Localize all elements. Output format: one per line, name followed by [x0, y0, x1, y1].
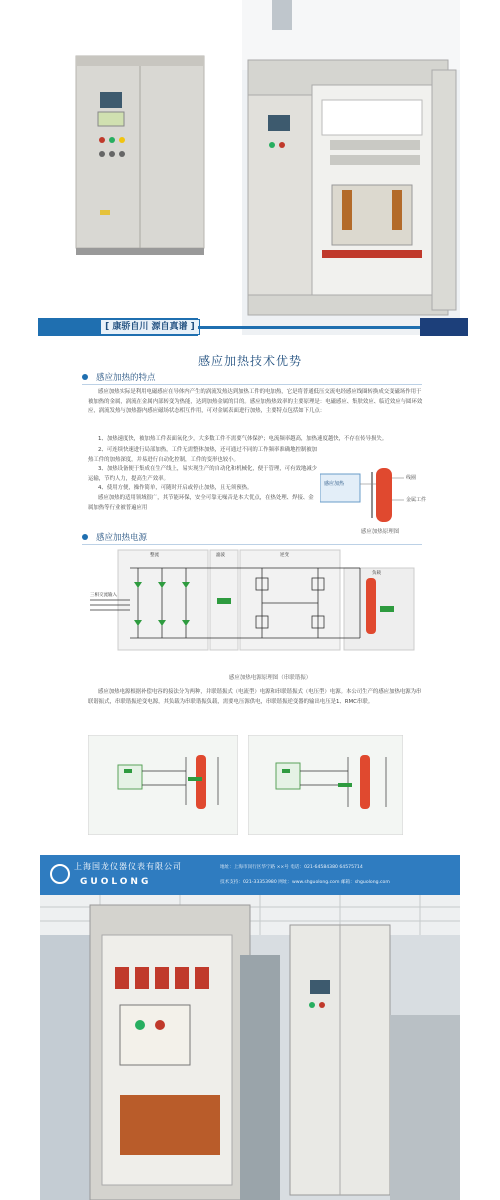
circuit-caption: 感应加热电源原理图（串联谐振） — [228, 675, 312, 681]
footer-bar — [40, 855, 460, 895]
cabinets-photo-bottom — [40, 895, 460, 1200]
page-title: 感应加热技术优势 — [197, 354, 302, 368]
diagram-label-heating: 感应加热 — [324, 481, 345, 487]
footer-contact: 技术支持：021-33353980 网址：www.shguolong.com 邮箱：shguolong.com — [220, 880, 390, 885]
banner-slogan: [ 康骄自川 源自真谱 ] — [100, 319, 200, 335]
circuit-label-input: 三相交流输入 — [90, 593, 117, 598]
section-rule — [82, 544, 422, 545]
diagram-label-coil: 线圈 — [406, 475, 417, 481]
bullet-icon — [82, 534, 88, 540]
induction-principle-diagram — [320, 464, 430, 526]
diagram-label-workpiece: 金属工件 — [406, 497, 427, 503]
features-item-1: 1、加热速度快，被加热工件表面氧化少，大多数工件不需要气体保护；电流频率越高，加热速度越快，不存在传导损失。 — [98, 436, 388, 442]
section-heading-features: 感应加热的特点 — [82, 371, 382, 383]
circuit-label-load: 负载 — [372, 571, 381, 576]
circuit-label-filter: 滤波 — [216, 553, 225, 558]
features-intro-paragraph: 感应加热实际是利用电磁感应在导体内产生的涡流发热达到加热工件的电加热，它是将普通低压交流电经感应线圈转换成交变磁场作用于被加热的金属，涡流在金属内部转变为热能，达到加热金属的目的。感应加热热效率的主要原理是：电磁感应、集肤效应、临近效应与圆环效应，涡流发热与加热器内感应磁场状态相互作用，可对金属表面进行加热，主要特点包括如下几点： — [88, 389, 423, 415]
company-name: 上海国龙仪器仪表有限公司 — [74, 862, 182, 871]
circuit-label-rectifier: 整流 — [150, 553, 159, 558]
section-heading-power: 感应加热电源 — [82, 531, 382, 543]
cabinet-photo-closed — [70, 50, 210, 255]
company-logo-icon — [50, 864, 70, 884]
diagram-caption: 感应加热原理图 — [360, 529, 400, 535]
series-resonance-diagram-right — [248, 735, 403, 835]
cabinet-photo-open — [242, 0, 460, 335]
circuit-label-inverter: 逆变 — [280, 553, 289, 558]
footer-address: 地址：上海市闵行区华宁路 ××号 电话：021-64584380 64575714 — [220, 865, 363, 870]
power-paragraph: 感应加热电源根据补偿电容的接法分为两种，并联谐振式（电流型）电源和串联谐振式（电压型）电源。本公司生产的感应加热电源为串联谐振式，串联谐振逆变电源，其负载为串联谐振负载，需要电压源供电，串联谐振逆变器的输出电压是1、RMC串联。 — [88, 689, 422, 705]
bullet-icon — [82, 374, 88, 380]
banner-right-block — [420, 318, 468, 336]
section-rule — [82, 384, 422, 385]
company-brand: GUOLONG — [80, 877, 152, 887]
circuit-diagram — [90, 548, 420, 666]
series-resonance-diagram-left — [88, 735, 238, 835]
features-list: 2、可连续快速进行局部加热，工件无需整体加热，还可通过不同的工作频率准确地控制被加热工件的加热深度，并易进行自动化控制，工件的变形也较小。 3、加热设备便于集成在生产线上，易实现生产的自动化和机械化，便于管理，可有效地减少运输，节约人力，提高生产效率。 4、使用方便，操作简单，可随时开启或停止加热，且无须预热。 感应加热的适用领域很广，其节能环保，安全可靠无噪音是本大优点，在热处理、焊接、金属加热等行业被普遍应用 — [88, 447, 318, 511]
